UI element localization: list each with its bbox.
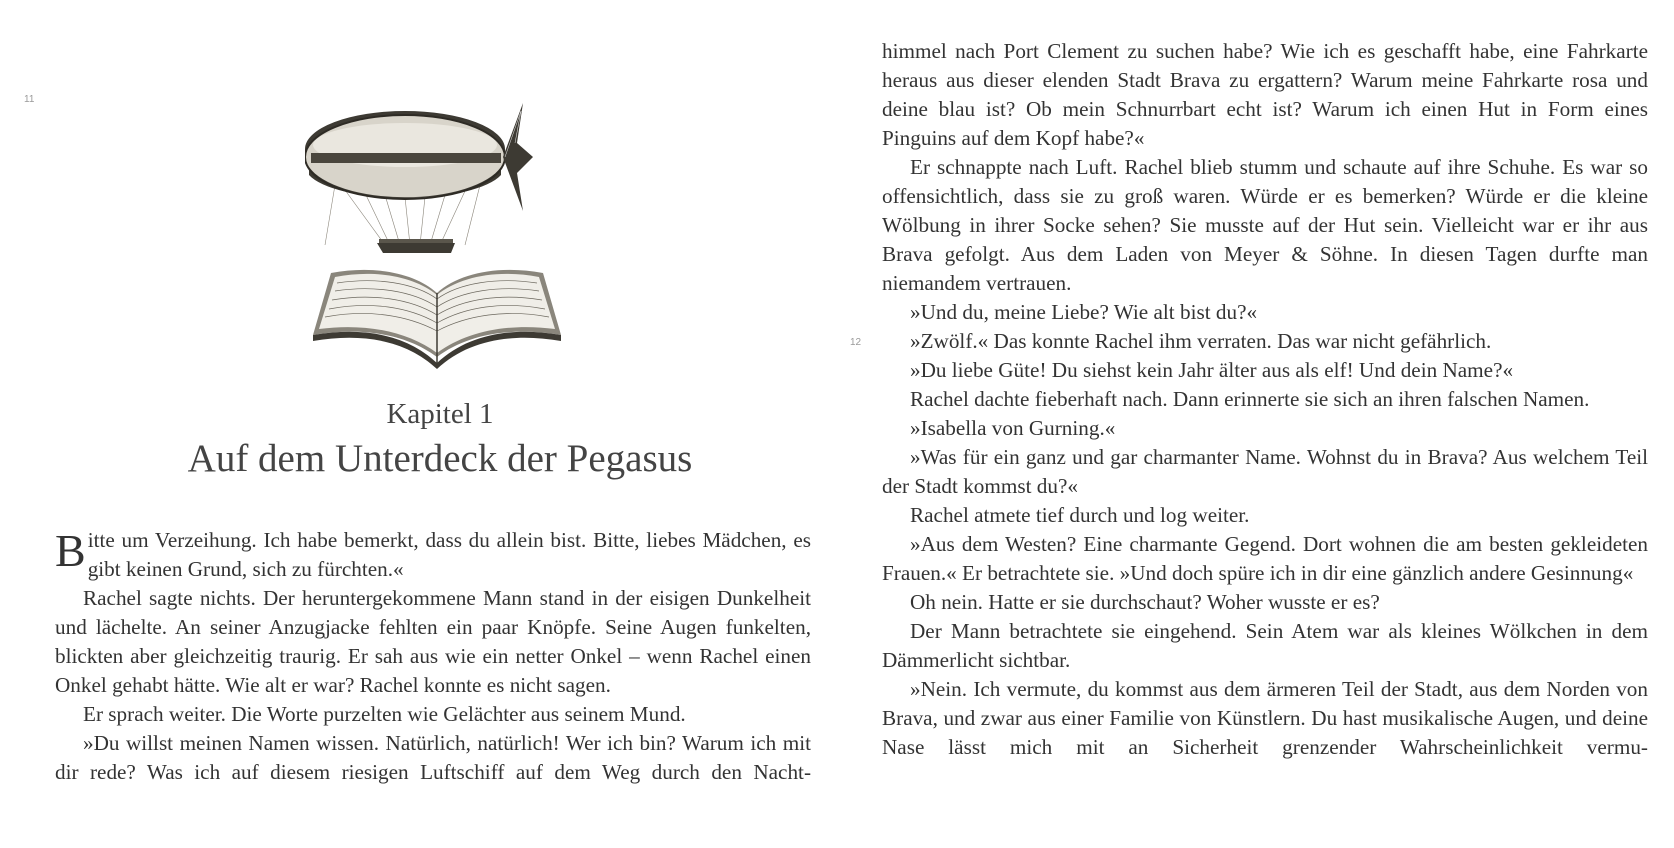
paragraph: himmel nach Port Clement zu suchen habe? Wie ich es geschafft habe, eine Fahrkarte heraus aus dieser elenden Stadt Brava zu ergattern? Warum meine Fahrkarte rosa und deine blau ist? Ob mein Schnurrbart echt ist? Warum ich einen Hut in Form eines Pinguins auf dem Kopf habe?« — [882, 39, 1648, 150]
drop-cap: B — [55, 525, 86, 576]
airship-book-illustration — [305, 95, 570, 385]
paragraph: »Du willst meinen Namen wissen. Natürlich, natürlich! Wer ich bin? Warum ich mit dir rede? Was ich auf diesem riesigen Luftschiff auf dem Weg durch den Nacht- — [55, 731, 811, 784]
chapter-number: Kapitel 1 — [386, 398, 494, 430]
paragraph: »Nein. Ich vermute, du kommst aus dem ärmeren Teil der Stadt, aus dem Norden von Brava, und zwar aus einer Familie von Künstlern. Du hast musikalische Augen, und deine Nase lässt mich mit an Sicherheit grenzender Wahrscheinlichkeit vermu- — [882, 677, 1648, 759]
left-page-text — [55, 526, 811, 787]
paragraph: Er schnappte nach Luft. Rachel blieb stumm und schaute auf ihre Schuhe. Es war so offensichtlich, dass sie zu groß waren. Würde er es bemerken? Würde er die kleine Wölbung in ihrer Socke sehen? Sie musste auf der Hut sein. Vielleicht war er ihr aus Brava gefolgt. Aus dem Laden von Meyer & Söhne. In diesen Tagen durfte man niemandem vertrauen. — [882, 155, 1648, 295]
chapter-title: Auf dem Unterdeck der Pegasus — [187, 437, 693, 480]
paragraph: »Und du, meine Liebe? Wie alt bist du?« — [910, 300, 1258, 324]
paragraph: Oh nein. Hatte er sie durchschaut? Woher wusste er es? — [910, 590, 1380, 614]
paragraph: Rachel dachte fieberhaft nach. Dann erinnerte sie sich an ihren falschen Namen. — [910, 387, 1590, 411]
paragraph: Rachel sagte nichts. Der heruntergekommene Mann stand in der eisigen Dunkelheit und lächelte. An seiner Anzugjacke fehlten ein paar Knöpfe. Seine Augen funkelten, blickten aber gleichzeitig traurig. Er sah aus wie ein netter Onkel – wenn Rachel einen Onkel gehabt hätte. Wie alt er war? Rachel konnte es nicht sagen. — [55, 586, 811, 697]
page-number: 12 — [850, 337, 862, 348]
right-page — [837, 0, 1674, 848]
paragraph: Er sprach weiter. Die Worte purzelten wie Gelächter aus seinem Mund. — [83, 702, 686, 726]
paragraph: Rachel atmete tief durch und log weiter. — [910, 503, 1250, 527]
paragraph: »Was für ein ganz und gar charmanter Name. Wohnst du in Brava? Aus welchem Teil der Stadt kommst du?« — [882, 445, 1648, 498]
paragraph: Bitte um Verzeihung. Ich habe bemerkt, dass du allein bist. Bitte, liebes Mädchen, es gibt keinen Grund, sich zu fürchten.« — [55, 525, 811, 581]
page-number: 11 — [24, 94, 35, 105]
paragraph: »Du liebe Güte! Du siehst kein Jahr älter aus als elf! Und dein Name?« — [910, 358, 1514, 382]
paragraph: »Zwölf.« Das konnte Rachel ihm verraten. Das war nicht gefährlich. — [910, 329, 1492, 353]
right-page-text — [882, 37, 1648, 762]
paragraph: Der Mann betrachtete sie eingehend. Sein Atem war als kleines Wölkchen in dem Dämmerlicht sichtbar. — [882, 619, 1648, 672]
paragraph: »Isabella von Gurning.« — [910, 416, 1116, 440]
paragraph: »Aus dem Westen? Eine charmante Gegend. Dort wohnen die am besten gekleideten Frauen.« Er betrachtete sie. »Und doch spüre ich in dir eine gänzlich andere Gesinnung« — [882, 532, 1648, 585]
